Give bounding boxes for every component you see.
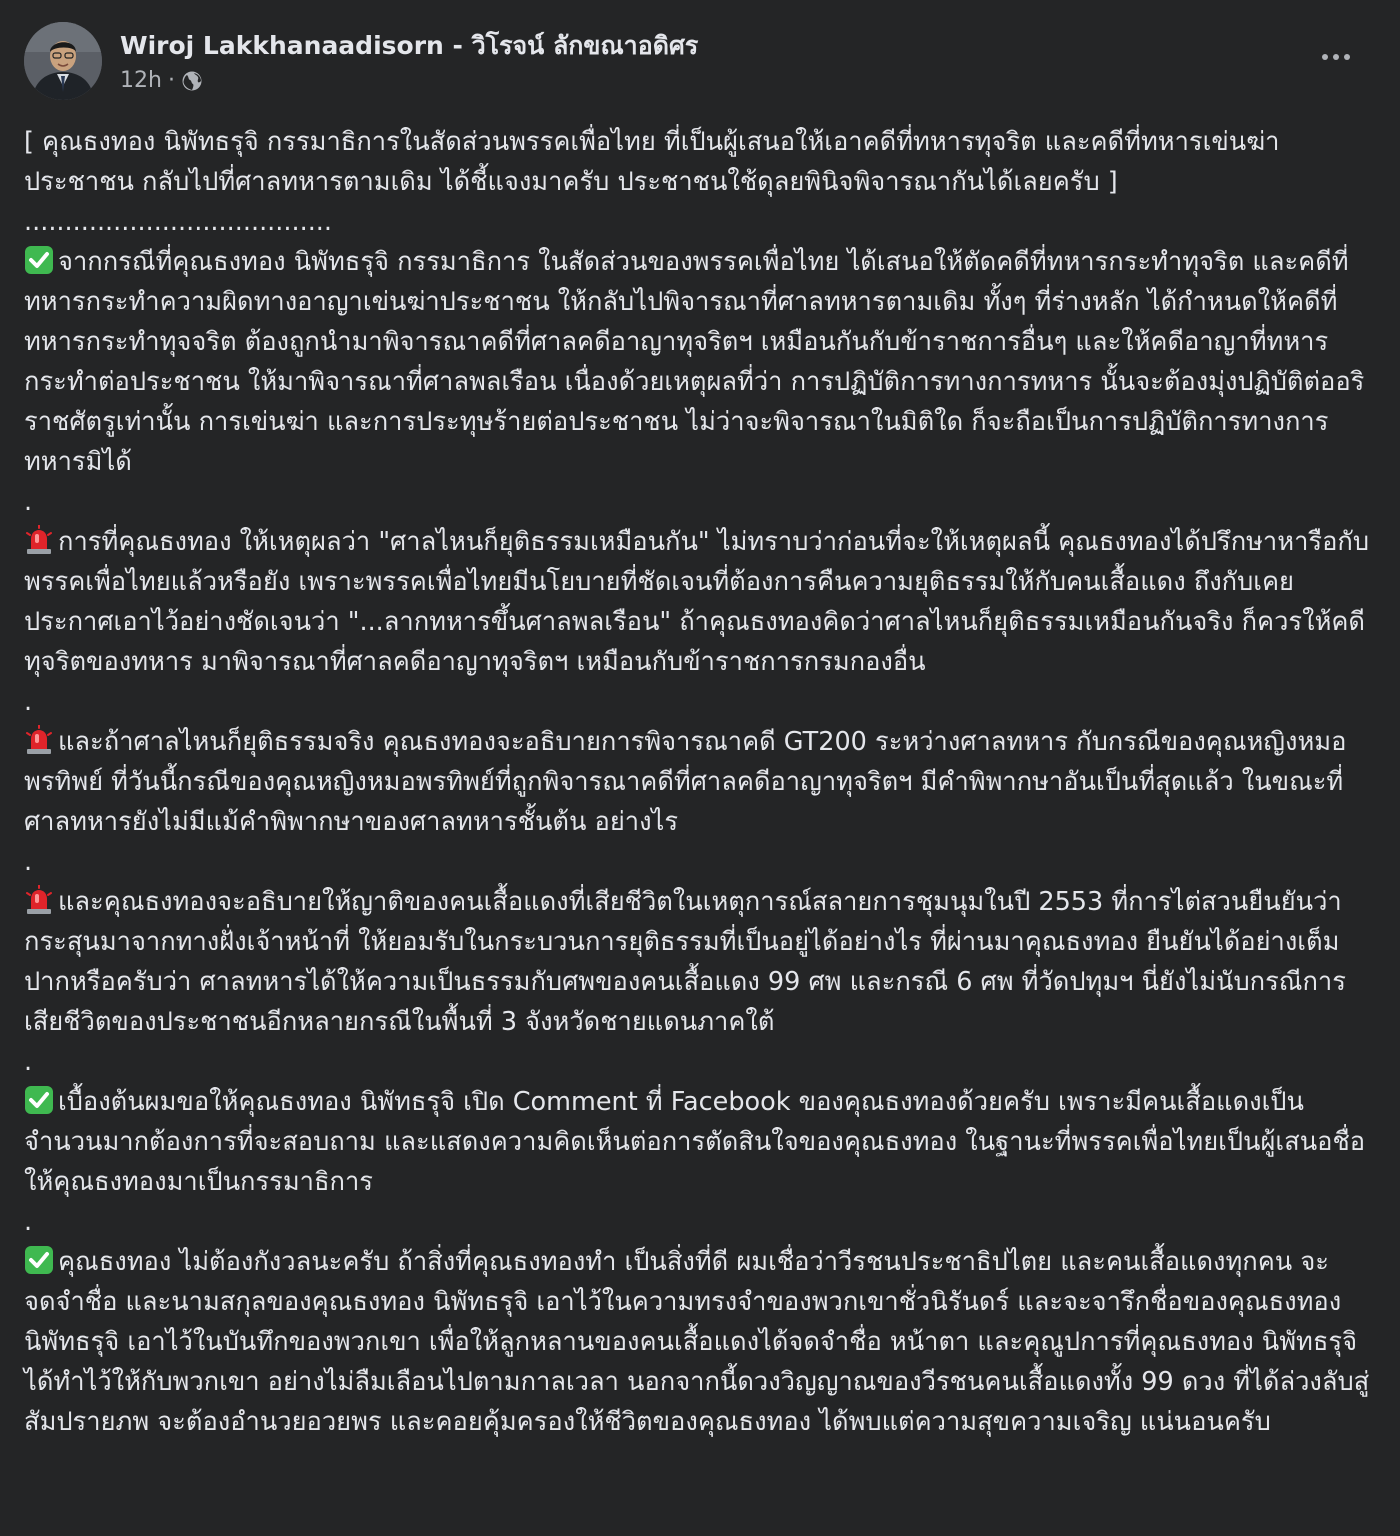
separator-line: ......................................	[24, 207, 333, 237]
dot-spacer: .	[24, 1207, 33, 1237]
paragraph-2-text: การที่คุณธงทอง ให้เหตุผลว่า "ศาลไหนก็ยุติธรรมเหมือนกัน" ไม่ทราบว่าก่อนที่จะให้เหตุผลนี้ คุณธงทองได้ปรึกษาหารือกับพรรคเพื่อไทยแล้วหรือยัง เพราะพรรคเพื่อไทยมีนโยบายที่ชัดเจนที่ต้องการคืนความยุติธรรมให้กับคนเสื้อแดง ถึงกับเคยประกาศเอาไว้อย่างชัดเจนว่า "...ลากทหารขึ้นศาลพลเรือน" ถ้าคุณธงทองคิดว่าศาลไหนก็ยุติธรรมเหมือนกันจริง ก็ควรให้คดีทุจริตของทหาร มาพิจารณาที่ศาลคดีอาญาทุจริตฯ เหมือนกับข้าราชการกรมกองอื่น	[24, 527, 1370, 677]
paragraph-5	[24, 1082, 1376, 1202]
paragraph-1-text: จากกรณีที่คุณธงทอง นิพัทธรุจิ กรรมาธิการ ในสัดส่วนของพรรคเพื่อไทย ได้เสนอให้ตัดคดีที่ทหารกระทำทุจริต และคดีที่ทหารกระทำความผิดทางอาญาเข่นฆ่าประชาชน ให้กลับไปพิจารณาที่ศาลทหารตามเดิม ทั้งๆ ที่ร่างหลัก ได้กำหนดให้คดีที่ทหารกระทำทุจจริต ต้องถูกนำมาพิจารณาคดีที่ศาลคดีอาญาทุจริตฯ เหมือนกันกับข้าราชการอื่นๆ และให้คดีอาญาที่ทหารกระทำต่อประชาชน ให้มาพิจารณาที่ศาลพลเรือน เนื่องด้วยเหตุผลที่ว่า การปฏิบัติการทางการทหาร นั้นจะต้องมุ่งปฏิบัติต่ออริราชศัตรูเท่านั้น การเข่นฆ่า และการประทุษร้ายต่อประชาชน ไม่ว่าจะพิจารณาในมิติใด ก็จะถือเป็นการปฏิบัติการทางการทหารมิได้	[24, 247, 1365, 477]
check-mark-icon	[24, 1245, 54, 1275]
paragraph-3	[24, 722, 1376, 842]
paragraph-5-text: เบื้องต้นผมขอให้คุณธงทอง นิพัทธรุจิ เปิด Comment ที่ Facebook ของคุณธงทองด้วยครับ เพราะมีคนเสื้อแดงเป็นจำนวนมากต้องการที่จะสอบถาม และแสดงความคิดเห็นต่อการตัดสินใจของคุณธงทอง ในฐานะที่พรรคเพื่อไทยเป็นผู้เสนอชื่อให้คุณธงทองมาเป็นกรรมาธิการ	[24, 1087, 1366, 1197]
post-body	[24, 122, 1376, 1442]
siren-icon	[24, 725, 54, 755]
dot-spacer: .	[24, 1047, 33, 1077]
dot-spacer: .	[24, 687, 33, 717]
paragraph-1	[24, 242, 1376, 482]
dot-spacer: .	[24, 487, 33, 517]
paragraph-6	[24, 1242, 1376, 1442]
author-name[interactable]: Wiroj Lakkhanaadisorn - วิโรจน์ ลักขณาอดิศร	[120, 31, 699, 60]
post-headline: [ คุณธงทอง นิพัทธรุจิ กรรมาธิการในสัดส่วนพรรคเพื่อไทย ที่เป็นผู้เสนอให้เอาคดีที่ทหารทุจริต และคดีที่ทหารเข่นฆ่าประชาชน กลับไปที่ศาลทหารตามเดิม ได้ชี้แจงมาครับ ประชาชนใช้ดุลยพินิจพิจารณากันได้เลยครับ ]	[24, 127, 1280, 197]
post-header	[24, 22, 1376, 102]
meta-separator: ·	[167, 68, 175, 93]
more-options-icon[interactable]	[1316, 42, 1356, 72]
paragraph-3-text: และถ้าศาลไหนก็ยุติธรรมจริง คุณธงทองจะอธิบายการพิจารณาคดี GT200 ระหว่างศาลทหาร กับกรณีของคุณหญิงหมอพรทิพย์ ที่วันนี้กรณีของคุณหญิงหมอพรทิพย์ที่ถูกพิจารณาคดีที่ศาลคดีอาญาทุจริตฯ มีคำพิพากษาอันเป็นที่สุดแล้ว ในขณะที่ศาลทหารยังไม่มีแม้คำพิพากษาของศาลทหารชั้นต้น อย่างไร	[24, 727, 1347, 837]
paragraph-2	[24, 522, 1376, 682]
check-mark-icon	[24, 245, 54, 275]
post-time[interactable]: 12h	[120, 68, 162, 93]
post-meta	[120, 68, 203, 93]
paragraph-4	[24, 882, 1376, 1042]
siren-icon	[24, 525, 54, 555]
paragraph-4-text: และคุณธงทองจะอธิบายให้ญาติของคนเสื้อแดงที่เสียชีวิตในเหตุการณ์สลายการชุมนุมในปี 2553 ที่การไต่สวนยืนยันว่ากระสุนมาจากทางฝั่งเจ้าหน้าที่ ให้ยอมรับในกระบวนการยุติธรรมที่เป็นอยู่ได้อย่างไร ที่ผ่านมาคุณธงทอง ยืนยันได้อย่างเต็มปากหรือครับว่า ศาลทหารได้ให้ความเป็นธรรมกับศพของคนเสื้อแดง 99 ศพ และกรณี 6 ศพ ที่วัดปทุมฯ นี่ยังไม่นับกรณีการเสียชีวิตของประชาชนอีกหลายกรณีในพื้นที่ 3 จังหวัดชายแดนภาคใต้	[24, 887, 1346, 1037]
avatar-image	[24, 22, 102, 100]
paragraph-6-text: คุณธงทอง ไม่ต้องกังวลนะครับ ถ้าสิ่งที่คุณธงทองทำ เป็นสิ่งที่ดี ผมเชื่อว่าวีรชนประชาธิปไตย และคนเสื้อแดงทุกคน จะจดจำชื่อ และนามสกุลของคุณธงทอง นิพัทธรุจิ เอาไว้ในความทรงจำของพวกเขาชั่วนิรันดร์ และจะจารึกชื่อของคุณธงทอง นิพัทธรุจิ เอาไว้ในบันทึกของพวกเขา เพื่อให้ลูกหลานของคนเสื้อแดงได้จดจำชื่อ หน้าตา และคุณูปการที่คุณธงทอง นิพัทธรุจิ ได้ทำไว้ให้กับพวกเขา อย่างไม่ลืมเลือนไปตามกาลเวลา นอกจากนี้ดวงวิญญาณของวีรชนคนเสื้อแดงทั้ง 99 ดวง ที่ได้ล่วงลับสู่สัมปรายภพ จะต้องอำนวยอวยพร และคอยคุ้มครองให้ชีวิตของคุณธงทอง ได้พบแต่ความสุขความเจริญ แน่นอนครับ	[24, 1247, 1370, 1437]
check-mark-icon	[24, 1085, 54, 1115]
siren-icon	[24, 885, 54, 915]
author-avatar[interactable]	[24, 22, 102, 100]
globe-icon[interactable]	[181, 70, 203, 92]
dot-spacer: .	[24, 847, 33, 877]
